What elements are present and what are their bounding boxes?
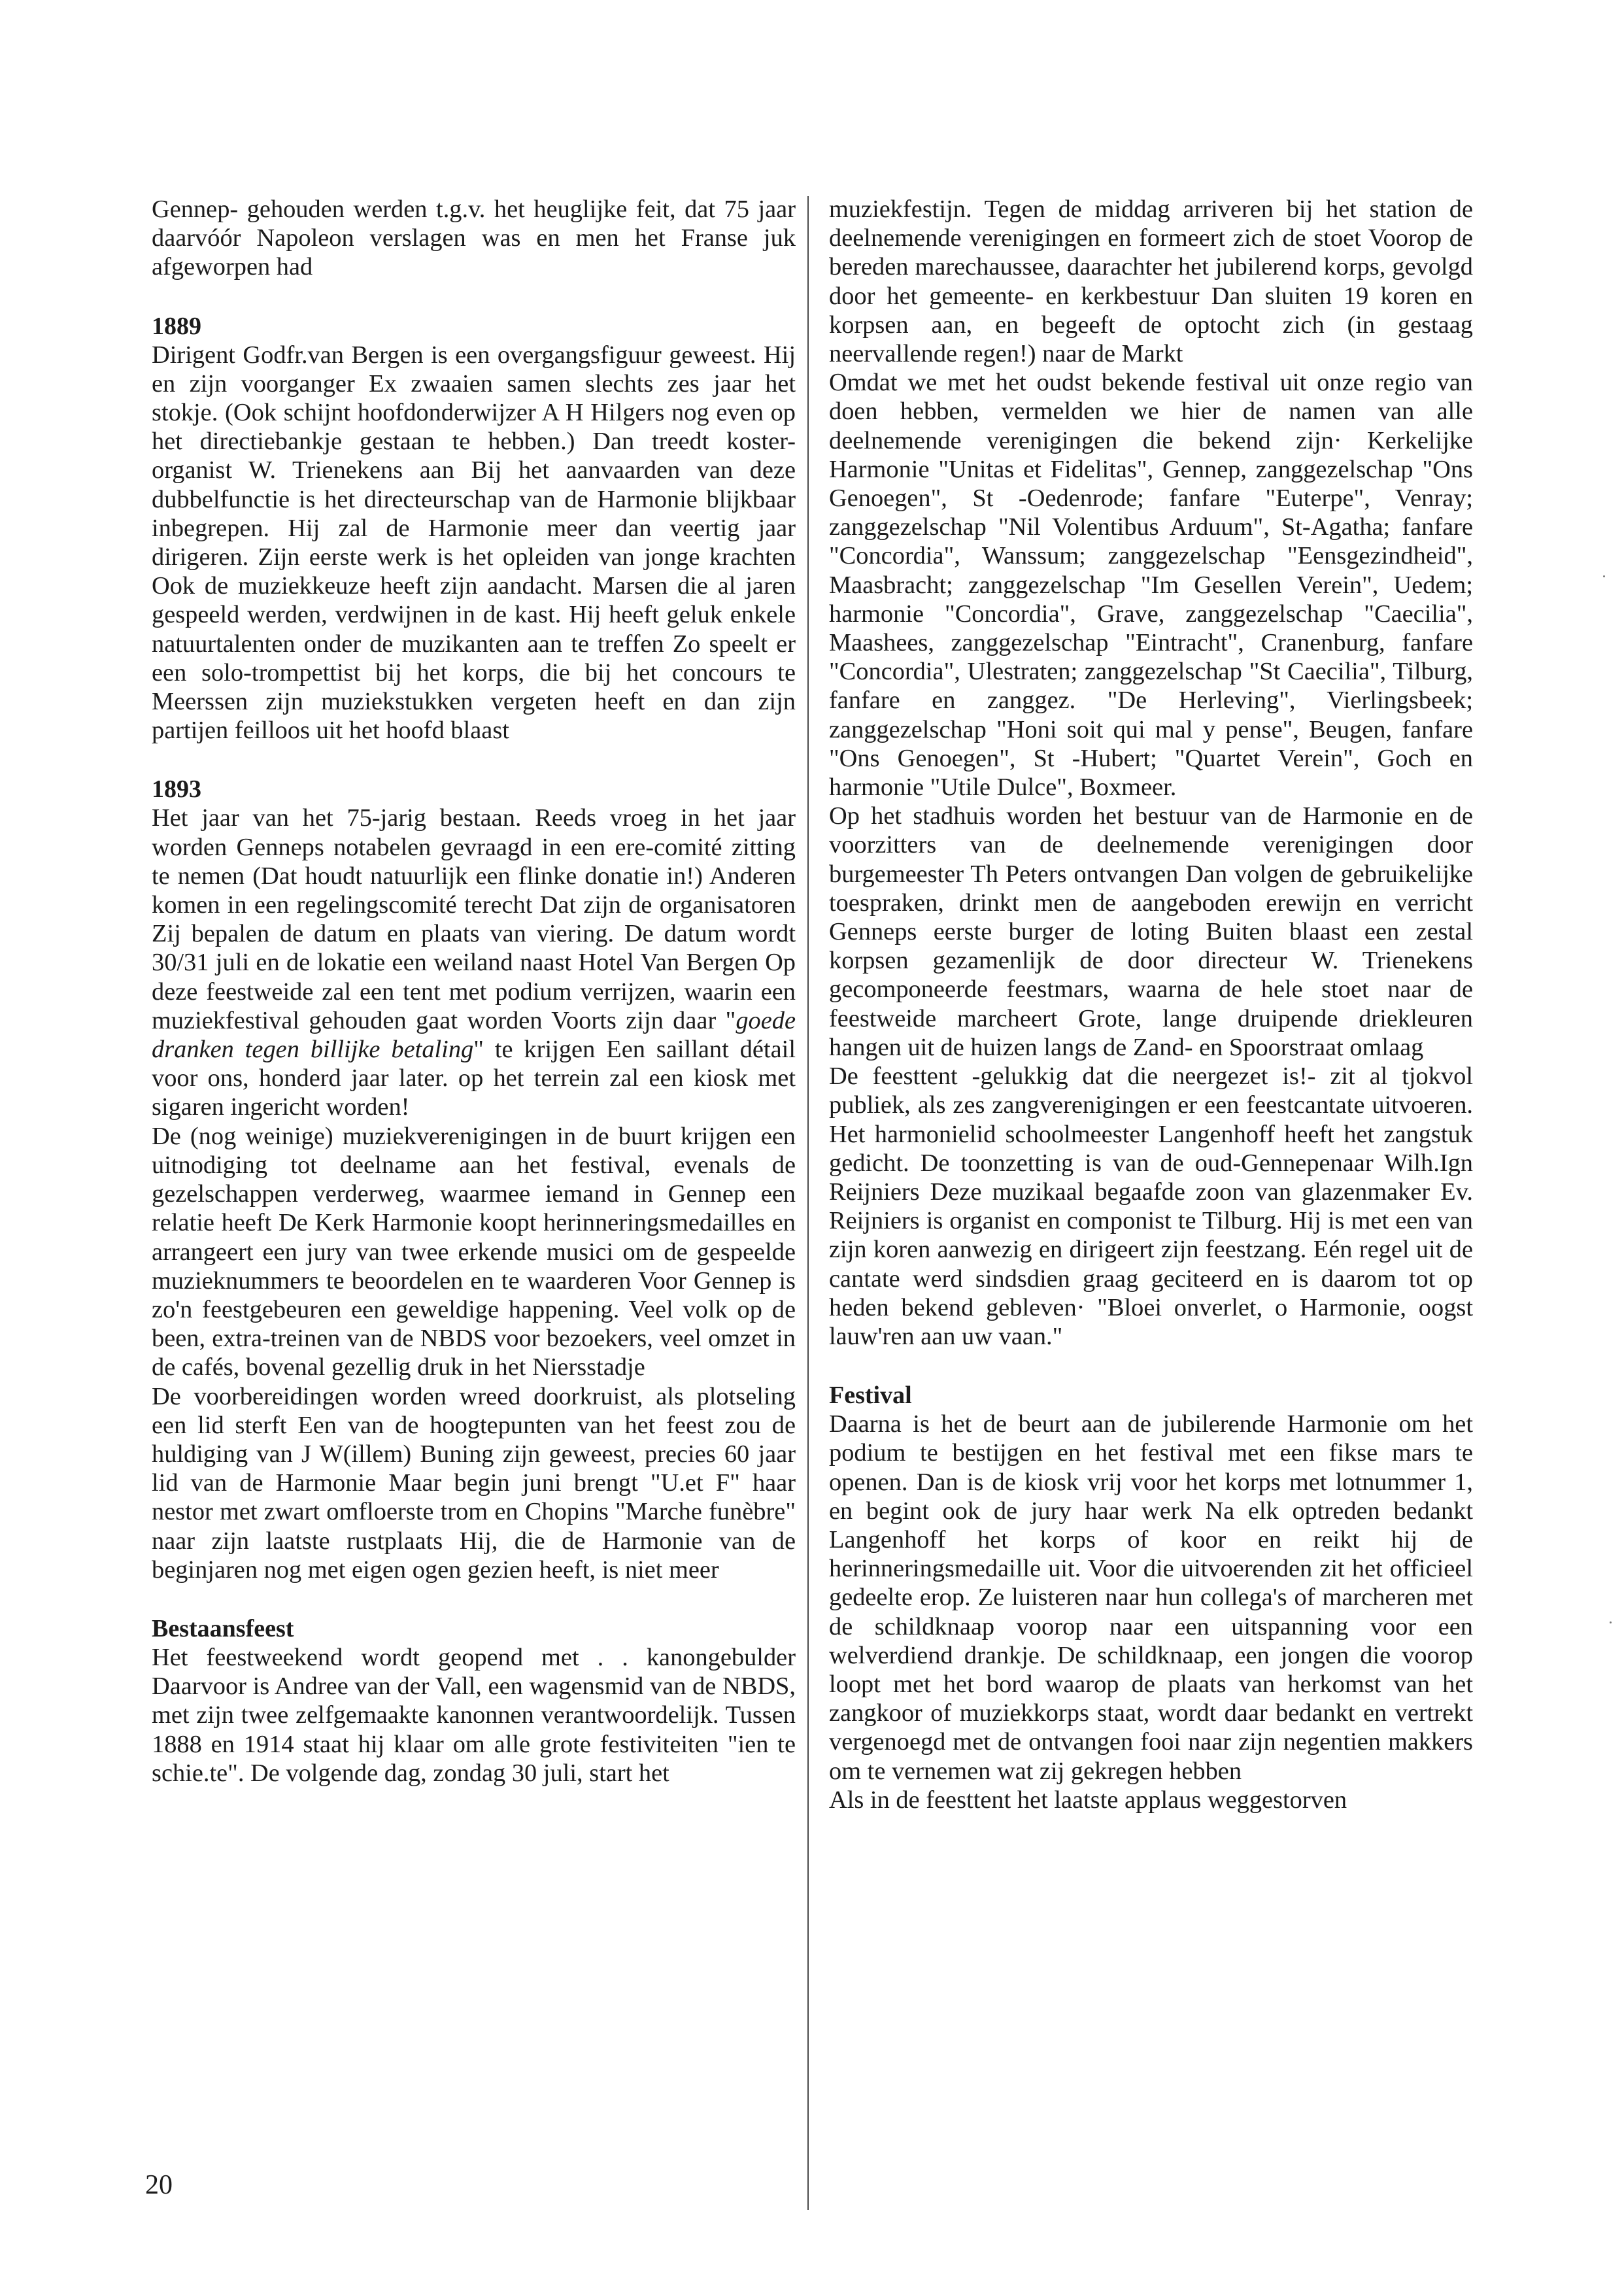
- paragraph-1893-3: De voorbereidingen worden wreed doorkruist, als plotseling een lid sterft Een van de hoogtepunten van het feest zou de huldiging van J W(illem) Buning zijn geweest, precies 60 jaar lid van de Harmonie Maar begin juni brengt "U.et F" haar nestor met zwart omfloerste trom en Chopins "Marche funèbre" naar zijn laatste rustplaats Hij, die de Harmonie van de beginjaren nog met eigen ogen gezien heeft, is niet meer: [152, 1382, 796, 1584]
- paragraph-stadhuis: Op het stadhuis worden het bestuur van de Harmonie en de voorzitters van de deelnemende verenigingen door burgemeester Th Peters ontvangen Dan volgen de gebruikelijke toespraken, drinkt men de aangeboden erewijn en verricht Genneps eerste burger de loting Buiten blaast een zestal korpsen gezamenlijk de door directeur W. Trienekens gecomponeerde feestmars, waarna de hele stoet naar de feestweide marcheert Grote, lange druipende driekleuren hangen uit de huizen langs de Zand- en Spoorstraat omlaag: [829, 802, 1473, 1061]
- paragraph-festival-1: Daarna is het de beurt aan de jubilerende Harmonie om het podium te bestijgen en het festival met een fikse mars te openen. Dan is de kiosk vrij voor het korps met lotnummer 1, en begint ook de jury haar werk Na elk optreden bedankt Langenhoff het korps of koor en reikt hij de herinneringsmedaille uit. Voor die uitvoerenden zit het officieel gedeelte erop. Ze luisteren naar hun collega's of marcheren met de schildknaap voorop naar een uitspanning voor een welverdiend drankje. De schildknaap, een jongen die voorop loopt met het bord waarop de plaats van herkomst van het zangkoor of muziekkorps staat, wordt daar bedankt en vertrekt vergenoegd met de ontvangen fooi naar zijn negentien makkers om te vernemen wat zij gekregen hebben: [829, 1410, 1473, 1785]
- paragraph-festijn: muziekfestijn. Tegen de middag arriveren bij het station de deelnemende verenigingen en formeert zich de stoet Voorop de bereden marechaussee, daarachter het jubilerend korps, gevolgd door het gemeente- en kerkbestuur Dan sluiten 19 koren en korpsen aan, en begeeft de optocht zich (in gestaag neervallende regen!) naar de Markt: [829, 195, 1473, 368]
- scan-speck: [1603, 575, 1605, 577]
- left-column: [152, 195, 796, 1788]
- page-number: 20: [145, 2170, 173, 2200]
- intro-paragraph: Gennep- gehouden werden t.g.v. het heuglijke feit, dat 75 jaar daarvóór Napoleon verslagen was en men het Franse juk afgeworpen had: [152, 195, 796, 281]
- scan-speck: [1610, 1621, 1612, 1623]
- paragraph-1893-2: De (nog weinige) muziekverenigingen in de buurt krijgen een uitnodiging tot deelname aan het festival, evenals de gezelschappen verderweg, waarmee iemand in Gennep een relatie heeft De Kerk Harmonie koopt herinneringsmedailles en arrangeert een jury van twee erkende musici om de gespeelde muzieknummers te beoordelen en te waarderen Voor Gennep is zo'n feestgebeuren een geweldige happening. Veel volk op de been, extra-treinen van de NBDS voor bezoekers, veel omzet in de cafés, bovenal gezellig druk in het Niersstadje: [152, 1122, 796, 1382]
- heading-1893: 1893: [152, 775, 201, 804]
- paragraph-festival-2: Als in de feesttent het laatste applaus weggestorven: [829, 1786, 1347, 1814]
- paragraph-1893-1-start: Het jaar van het 75-jarig bestaan. Reeds vroeg in het jaar worden Genneps notabelen gevraagd in een ere-comité zitting te nemen (Dat houdt natuurlijk een flinke donatie in!) Anderen komen in een regelingscomité terecht Dat zijn de organisatoren Zij bepalen de datum en plaats van viering. De datum wordt 30/31 juli en de lokatie een weiland naast Hotel Van Bergen Op deze feestweide zal een tent met podium verrijzen, waarin een muziekfestival gehouden gaat worden Voorts zijn daar ": [152, 804, 796, 1034]
- heading-festival: Festival: [829, 1382, 912, 1410]
- paragraph-verenigingen: Omdat we met het oudst bekende festival uit onze regio van doen hebben, vermelden we hier de namen van alle deelnemende verenigingen die bekend zijn· Kerkelijke Harmonie "Unitas et Fidelitas", Gennep, zanggezelschap "Ons Genoegen", St -Oedenrode; fanfare "Euterpe", Venray; zanggezelschap "Nil Volentibus Arduum", St-Agatha; fanfare "Concordia", Wanssum; zanggezelschap "Eensgezindheid", Maasbracht; zanggezelschap "Im Gesellen Verein", Uedem; harmonie "Concordia", Grave, zanggezelschap "Caecilia", Maashees, zanggezelschap "Eintracht", Cranenburg, fanfare "Concordia", Ulestraten; zanggezelschap "St Caecilia", Tilburg, fanfare en zanggez. "De Herleving", Vierlingsbeek; zanggezelschap "Honi soit qui mal y pense", Beugen, fanfare "Ons Genoegen", St -Hubert; "Quartet Verein", Goch en harmonie "Utile Dulce", Boxmeer.: [829, 369, 1473, 802]
- paragraph-1889: Dirigent Godfr.van Bergen is een overgangsfiguur geweest. Hij en zijn voorganger Ex zwaaien samen slechts zes jaar het stokje. (Ook schijnt hoofdonderwijzer A H Hilgers nog even op het directiebankje gestaan te hebben.) Dan treedt koster-organist W. Trienekens aan Bij het aanvaarden van deze dubbelfunctie is het directeurschap van de Harmonie blijkbaar inbegrepen. Hij zal de Harmonie meer dan veertig jaar dirigeren. Zijn eerste werk is het opleiden van jonge krachten Ook de muziekkeuze heeft zijn aandacht. Marsen die al jaren gespeeld werden, verdwijnen in de kast. Hij heeft geluk enkele natuurtalenten onder de muzikanten aan te treffen Zo speelt er een solo-trompettist bij het korps, die bij het concours te Meerssen zijn muziekstukken vergeten heeft en dan zijn partijen feilloos uit het hoofd blaast: [152, 341, 796, 745]
- paragraph-bestaansfeest: Het feestweekend wordt geopend met . . kanongebulder Daarvoor is Andree van der Vall, een wagensmid van de NBDS, met zijn twee zelfgemaakte kanonnen verantwoordelijk. Tussen 1888 en 1914 staat hij klaar om alle grote festiviteiten "ien te schie.te". De volgende dag, zondag 30 juli, start het: [152, 1643, 796, 1787]
- heading-1889: 1889: [152, 312, 201, 340]
- heading-bestaansfeest: Bestaansfeest: [152, 1614, 294, 1642]
- paragraph-feesttent: De feesttent -gelukkig dat die neergezet is!- zit al tjokvol publiek, als zes zangverenigingen er een feestcantate uitvoeren. Het harmonielid schoolmeester Langenhoff heeft het zangstuk gedicht. De toonzetting is van de oud-Gennepenaar Wilh.Ign Reijniers Deze muzikaal begaafde zoon van glazenmaker Ev. Reijniers is organist en componist te Tilburg. Hij is met een van zijn koren aanwezig en dirigeert zijn feestzang. Eén regel uit de cantate werd sindsdien graag geciteerd en is daarom tot op heden bekend gebleven· "Bloei onverlet, o Harmonie, oogst lauw'ren aan uw vaan.": [829, 1062, 1473, 1350]
- paragraph-1893-1-end: " te krijgen Een saillant détail voor ons, honderd jaar later. op het terrein zal een kiosk met sigaren ingericht worden!: [152, 1036, 796, 1121]
- quote-italic: goede dranken tegen billijke betaling: [152, 1006, 796, 1064]
- right-column: [829, 195, 1473, 1814]
- paragraph-1893-1: [152, 804, 796, 1121]
- column-divider: [807, 196, 809, 2210]
